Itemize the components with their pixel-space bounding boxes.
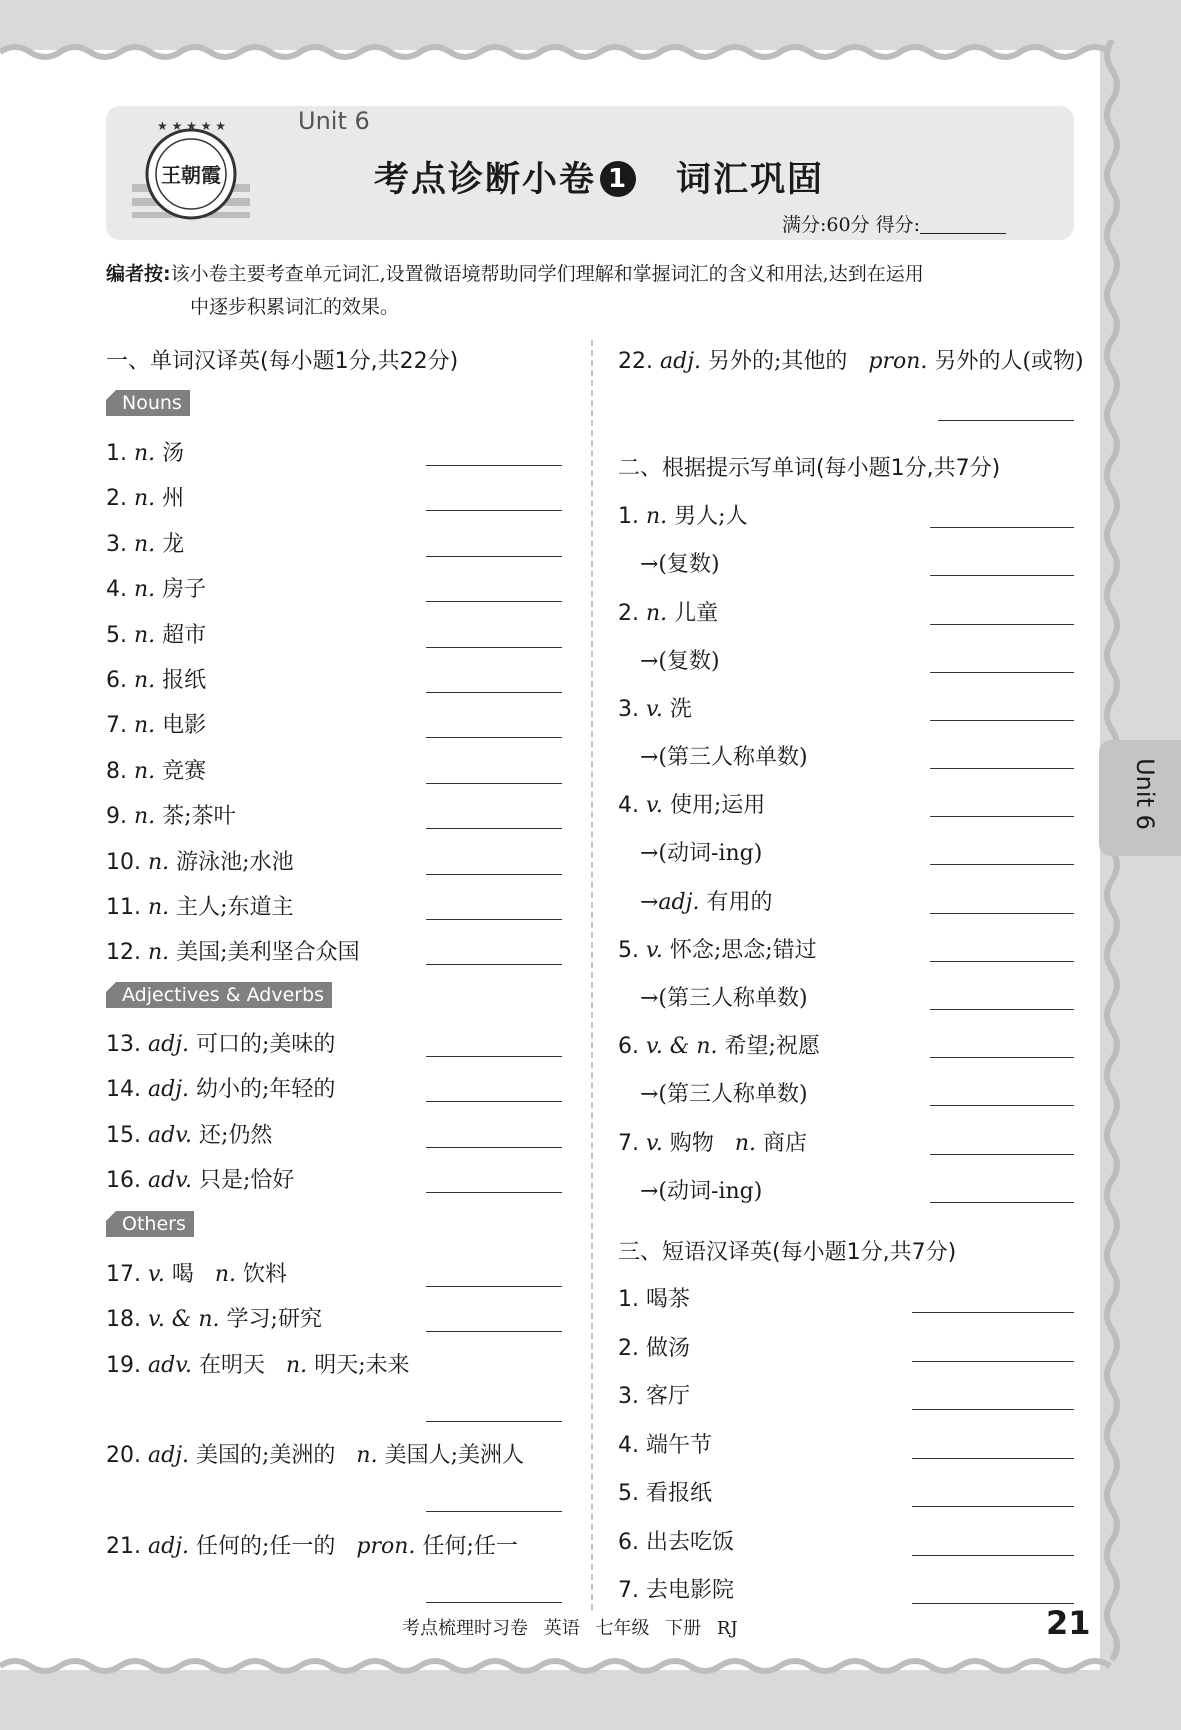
question-item (106, 754, 206, 785)
question-text: 只是;恰好 (199, 1168, 295, 1193)
part-of-speech: n. (134, 759, 156, 784)
question-number: 1. (618, 504, 639, 529)
answer-blank[interactable] (930, 961, 1074, 962)
part-of-speech: n. (646, 601, 668, 626)
part-of-speech: n. (148, 895, 170, 920)
question-item (618, 788, 765, 819)
question-item (106, 1529, 518, 1560)
question-text: 任何的;任一的 (196, 1534, 336, 1559)
question-number: 8. (106, 759, 127, 784)
answer-blank[interactable] (426, 510, 562, 511)
answer-blank[interactable] (426, 1147, 562, 1148)
answer-blank[interactable] (426, 601, 562, 602)
question-number: 2. (106, 486, 127, 511)
answer-blank[interactable] (426, 783, 562, 784)
part-of-speech: →adj. (640, 890, 700, 915)
question-text: 出去吃饭 (646, 1530, 735, 1555)
question-text: 男人;人 (674, 504, 748, 529)
answer-blank[interactable] (930, 575, 1074, 576)
part-of-speech: n. (134, 532, 156, 557)
question-text: 还;仍然 (199, 1123, 273, 1148)
question-item (640, 1174, 762, 1205)
footer-text: 考点梳理时习卷 英语 七年级 下册 RJ (402, 1618, 738, 1639)
answer-blank[interactable] (912, 1361, 1074, 1362)
question-text: 明天;未来 (314, 1353, 410, 1378)
question-item (106, 572, 206, 603)
part-of-speech: n. (134, 486, 156, 511)
question-number: 6. (106, 668, 127, 693)
question-number: 6. (618, 1530, 639, 1555)
question-item (618, 1573, 734, 1604)
answer-blank[interactable] (930, 1154, 1074, 1155)
question-item (640, 1077, 808, 1108)
group-tag-adj-adv: Adjectives & Adverbs (106, 982, 332, 1008)
question-item (106, 1348, 410, 1379)
question-text: 美国的;美洲的 (196, 1443, 336, 1468)
question-item (618, 596, 718, 627)
question-text: 做汤 (646, 1336, 691, 1361)
part-of-speech: n. (134, 441, 156, 466)
part-of-speech: pron. (868, 349, 928, 374)
part-of-speech: adv. (148, 1168, 193, 1193)
question-text: 主人;东道主 (176, 895, 294, 920)
part-of-speech: n. (356, 1443, 378, 1468)
answer-blank[interactable] (938, 420, 1074, 421)
question-number: 1. (106, 441, 127, 466)
question-text: 喝茶 (646, 1287, 691, 1312)
question-number: 19. (106, 1353, 141, 1378)
part-of-speech: n. (134, 713, 156, 738)
question-number: 5. (106, 623, 127, 648)
answer-blank[interactable] (930, 864, 1074, 865)
question-text: 看报纸 (646, 1481, 713, 1506)
answer-blank[interactable] (930, 1057, 1074, 1058)
question-item (106, 1438, 524, 1469)
question-item (106, 1118, 272, 1149)
answer-blank[interactable] (912, 1312, 1074, 1313)
question-item (618, 692, 692, 723)
part-of-speech: v. (646, 793, 663, 818)
question-item (106, 1072, 335, 1103)
answer-blank[interactable] (930, 1009, 1074, 1010)
editor-note-label: 编者按: (106, 263, 171, 285)
question-number: 22. (618, 349, 653, 374)
question-text: 州 (162, 486, 185, 511)
question-text: 在明天 (199, 1353, 266, 1378)
part-of-speech: v. (646, 697, 663, 722)
part-of-speech: adj. (148, 1077, 190, 1102)
part-of-speech: adj. (148, 1534, 190, 1559)
score-label: 满分:60分 得分: (782, 214, 921, 236)
answer-blank[interactable] (426, 692, 562, 693)
part-of-speech: v. (646, 938, 663, 963)
part-of-speech: v. & n. (646, 1034, 718, 1059)
editor-note-line2: 中逐步积累词汇的效果。 (190, 296, 400, 318)
question-item (106, 1027, 335, 1058)
question-text: 茶;茶叶 (162, 804, 236, 829)
question-number: 2. (618, 1336, 639, 1361)
answer-blank[interactable] (426, 1421, 562, 1422)
answer-blank[interactable] (426, 964, 562, 965)
question-text: 汤 (162, 441, 185, 466)
question-item (640, 836, 762, 867)
question-text: 端午节 (646, 1433, 713, 1458)
question-text: 客厅 (646, 1384, 691, 1409)
group-tag-others: Others (106, 1211, 194, 1237)
question-number: 13. (106, 1032, 141, 1057)
answer-blank[interactable] (426, 1286, 562, 1287)
answer-blank[interactable] (912, 1555, 1074, 1556)
answer-blank[interactable] (930, 1202, 1074, 1203)
question-text: 另外的;其他的 (708, 349, 848, 374)
column-divider (591, 340, 593, 1610)
question-item (618, 344, 1084, 375)
question-text: →(动词-ing) (640, 841, 763, 866)
question-number: 3. (618, 1384, 639, 1409)
question-text: 学习;研究 (226, 1307, 322, 1332)
question-number: 21. (106, 1534, 141, 1559)
part-of-speech: n. (734, 1131, 756, 1156)
part-of-speech: adj. (148, 1443, 190, 1468)
question-number: 10. (106, 850, 141, 875)
question-text: 报纸 (162, 668, 207, 693)
answer-blank[interactable] (426, 1101, 562, 1102)
question-item (640, 644, 720, 675)
question-item (618, 1428, 712, 1459)
question-item (618, 1331, 690, 1362)
question-number: 3. (618, 697, 639, 722)
question-number: 17. (106, 1262, 141, 1287)
wavy-right-border (1098, 40, 1132, 1680)
section2-title: 二、根据提示写单词(每小题1分,共7分) (618, 456, 1001, 481)
editor-note (106, 258, 1076, 324)
question-number: 14. (106, 1077, 141, 1102)
answer-blank[interactable] (930, 816, 1074, 817)
wavy-bottom-border (0, 1652, 1181, 1682)
question-item (106, 1302, 322, 1333)
svg-text:★ ★ ★ ★ ★: ★ ★ ★ ★ ★ (157, 119, 227, 133)
part-of-speech: n. (134, 577, 156, 602)
question-text: 龙 (162, 532, 185, 557)
question-text: →(动词-ing) (640, 1179, 763, 1204)
answer-blank[interactable] (930, 768, 1074, 769)
question-text: 希望;祝愿 (724, 1034, 820, 1059)
answer-blank[interactable] (426, 737, 562, 738)
question-number: 9. (106, 804, 127, 829)
question-item (618, 1379, 690, 1410)
answer-blank[interactable] (912, 1458, 1074, 1459)
question-item (618, 933, 817, 964)
part-of-speech: v. (646, 1131, 663, 1156)
side-unit-tab (1099, 740, 1181, 856)
answer-blank[interactable] (930, 913, 1074, 914)
question-item (106, 799, 236, 830)
question-number: 4. (618, 1433, 639, 1458)
question-item (106, 708, 206, 739)
question-number: 7. (618, 1578, 639, 1603)
answer-blank[interactable] (930, 527, 1074, 528)
answer-blank[interactable] (930, 624, 1074, 625)
part-of-speech: pron. (356, 1534, 416, 1559)
question-number: 7. (618, 1131, 639, 1156)
question-text: 幼小的;年轻的 (196, 1077, 336, 1102)
answer-blank[interactable] (426, 919, 562, 920)
publisher-logo-icon (128, 118, 254, 230)
section3-title: 三、短语汉译英(每小题1分,共7分) (618, 1240, 957, 1265)
question-number: 4. (618, 793, 639, 818)
part-of-speech: n. (134, 668, 156, 693)
question-number: 4. (106, 577, 127, 602)
side-unit-tab-label: Unit 6 (1130, 758, 1159, 830)
part-of-speech: n. (148, 940, 170, 965)
question-item (618, 499, 748, 530)
question-number: 5. (618, 938, 639, 963)
question-text: 任何;任一 (422, 1534, 518, 1559)
title-main: 考点诊断小卷 (374, 160, 597, 200)
question-text: 喝 (171, 1262, 194, 1287)
question-text: →(第三人称单数) (640, 986, 808, 1011)
question-item (106, 1257, 287, 1288)
question-text: 超市 (162, 623, 207, 648)
question-text: 另外的人(或物) (934, 349, 1084, 374)
question-number: 1. (618, 1287, 639, 1312)
question-text: 洗 (669, 697, 692, 722)
part-of-speech: adj. (660, 349, 702, 374)
part-of-speech: v. (148, 1262, 165, 1287)
question-item (618, 1525, 734, 1556)
question-number: 16. (106, 1168, 141, 1193)
answer-blank[interactable] (930, 720, 1074, 721)
answer-blank[interactable] (426, 1056, 562, 1057)
question-text: 怀念;思念;错过 (669, 938, 817, 963)
question-item (106, 481, 184, 512)
question-item (618, 1029, 820, 1060)
part-of-speech: adv. (148, 1123, 193, 1148)
answer-blank[interactable] (426, 1602, 562, 1603)
score-blank[interactable] (920, 215, 1006, 234)
part-of-speech: v. & n. (148, 1307, 220, 1332)
part-of-speech: n. (214, 1262, 236, 1287)
question-number: 18. (106, 1307, 141, 1332)
question-text: 美国;美利坚合众国 (176, 940, 360, 965)
part-of-speech: n. (134, 623, 156, 648)
answer-blank[interactable] (426, 1511, 562, 1512)
answer-blank[interactable] (426, 1331, 562, 1332)
question-item (106, 1163, 294, 1194)
editor-note-line1: 该小卷主要考查单元词汇,设置微语境帮助同学们理解和掌握词汇的含义和用法,达到在运用 (170, 263, 924, 285)
question-text: 有用的 (706, 890, 773, 915)
section1-title: 一、单词汉译英(每小题1分,共22分) (106, 349, 459, 374)
question-item (640, 885, 772, 916)
question-item (618, 1282, 690, 1313)
page-number: 21 (1046, 1604, 1091, 1642)
question-text: →(第三人称单数) (640, 745, 808, 770)
part-of-speech: n. (646, 504, 668, 529)
question-text: →(第三人称单数) (640, 1082, 808, 1107)
svg-text:王朝霞: 王朝霞 (161, 163, 221, 187)
question-number: 7. (106, 713, 127, 738)
question-text: →(复数) (640, 649, 720, 674)
question-number: 20. (106, 1443, 141, 1468)
answer-blank[interactable] (426, 647, 562, 648)
question-item (106, 935, 360, 966)
question-text: 竞赛 (162, 759, 207, 784)
answer-blank[interactable] (426, 828, 562, 829)
answer-blank[interactable] (426, 1192, 562, 1193)
question-number: 2. (618, 601, 639, 626)
question-item (640, 740, 808, 771)
answer-blank[interactable] (912, 1409, 1074, 1410)
question-item (618, 1126, 807, 1157)
question-number: 3. (106, 532, 127, 557)
part-of-speech: n. (134, 804, 156, 829)
part-of-speech: adj. (148, 1032, 190, 1057)
question-item (106, 436, 184, 467)
question-item (106, 890, 294, 921)
question-item (640, 981, 808, 1012)
question-text: 购物 (669, 1131, 714, 1156)
question-text: 电影 (162, 713, 207, 738)
question-item (106, 527, 184, 558)
question-number: 6. (618, 1034, 639, 1059)
question-item (640, 547, 720, 578)
question-number: 12. (106, 940, 141, 965)
wavy-top-border (0, 38, 1181, 68)
question-item (106, 618, 206, 649)
part-of-speech: n. (286, 1353, 308, 1378)
question-text: 饮料 (242, 1262, 287, 1287)
part-of-speech: n. (148, 850, 170, 875)
question-item (106, 663, 206, 694)
title-sub: 词汇巩固 (676, 160, 825, 200)
question-text: 美国人;美洲人 (384, 1443, 525, 1468)
answer-blank[interactable] (426, 465, 562, 466)
score-line (782, 210, 1006, 237)
answer-blank[interactable] (426, 874, 562, 875)
answer-blank[interactable] (912, 1506, 1074, 1507)
question-text: 使用;运用 (669, 793, 766, 818)
question-item (106, 845, 294, 876)
question-number: 5. (618, 1481, 639, 1506)
question-text: 商店 (762, 1131, 807, 1156)
question-text: →(复数) (640, 552, 720, 577)
question-item (618, 1476, 712, 1507)
page-title (374, 152, 824, 202)
title-number-badge: 1 (600, 161, 636, 197)
answer-blank[interactable] (426, 556, 562, 557)
answer-blank[interactable] (930, 1105, 1074, 1106)
question-text: 房子 (162, 577, 207, 602)
question-text: 可口的;美味的 (196, 1032, 336, 1057)
unit-tab: Unit 6 (298, 107, 370, 135)
question-text: 游泳池;水池 (176, 850, 294, 875)
question-text: 儿童 (674, 601, 719, 626)
question-text: 去电影院 (646, 1578, 735, 1603)
question-number: 15. (106, 1123, 141, 1148)
answer-blank[interactable] (930, 672, 1074, 673)
group-tag-nouns: Nouns (106, 390, 190, 416)
part-of-speech: adv. (148, 1353, 193, 1378)
question-number: 11. (106, 895, 141, 920)
